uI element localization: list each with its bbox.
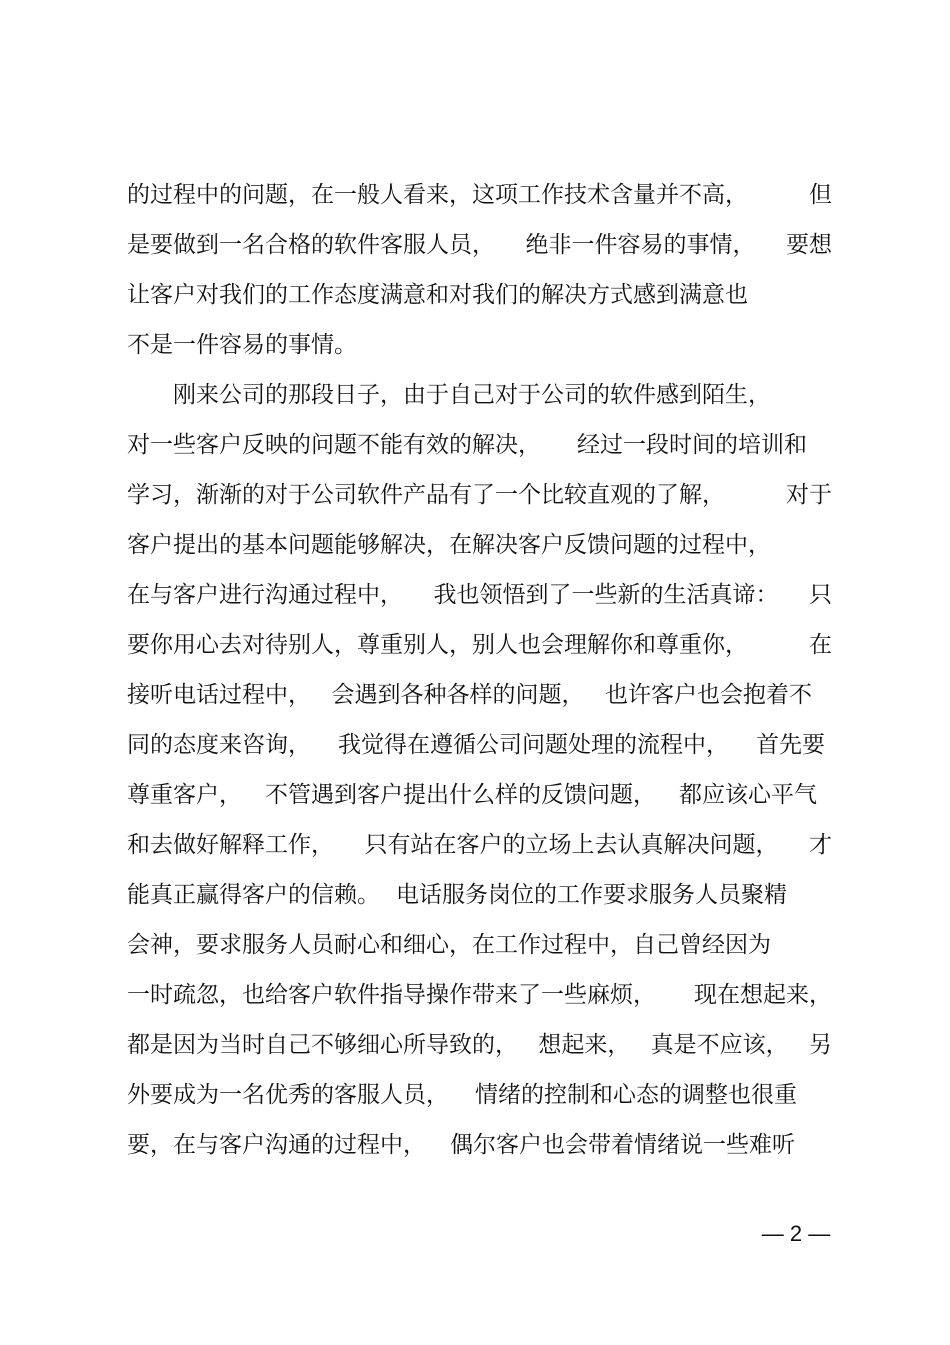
- text-segment: 一时疏忽，也给客户软件指导操作带来了一些麻烦，: [127, 982, 656, 1008]
- text-segment: 让客户对我们的工作态度满意和对我们的解决方式感到满意也: [127, 282, 748, 308]
- text-segment: 只: [809, 582, 832, 608]
- text-segment: 经过一段时间的培训和: [577, 432, 807, 458]
- text-segment: 不是一件容易的事情。: [127, 332, 357, 358]
- text-segment: 要，在与客户沟通的过程中，: [127, 1132, 426, 1158]
- text-segment: 会神，要求服务人员耐心和细心，在工作过程中，自己曾经因为: [127, 932, 771, 958]
- text-segment: 接听电话过程中，: [127, 682, 311, 708]
- text-line-6: [127, 430, 807, 460]
- text-segment: 我觉得在遵循公司问题处理的流程中，: [338, 732, 729, 758]
- text-line-19: [127, 1080, 797, 1110]
- text-line-7: [127, 480, 832, 510]
- text-segment: 对于: [786, 482, 832, 508]
- text-line-18: [127, 1030, 832, 1060]
- text-segment: 都是因为当时自己不够细心所导致的，: [127, 1032, 518, 1058]
- text-segment: 外要成为一名优秀的客服人员，: [127, 1082, 449, 1108]
- text-line-3: [127, 280, 832, 310]
- text-segment: 电话服务岗位的工作要求服务人员聚精: [396, 882, 787, 908]
- text-line-15: [127, 880, 787, 910]
- text-segment: 想起来，: [538, 1032, 631, 1058]
- text-line-8: [127, 530, 832, 560]
- text-segment: 只有站在客户的立场上去认真解决问题，: [364, 832, 779, 858]
- text-segment: 另: [808, 1032, 832, 1058]
- text-segment: 同的态度来咨询，: [127, 732, 311, 758]
- text-segment: 情绪的控制和心态的调整也很重: [475, 1082, 797, 1108]
- text-segment: 在: [809, 632, 832, 658]
- text-segment: 刚来公司的那段日子，由于自己对于公司的软件感到陌生，: [127, 382, 771, 408]
- text-line-17: [127, 980, 832, 1010]
- text-line-13: [127, 780, 817, 810]
- text-line-20: [127, 1130, 795, 1160]
- text-segment: 我也领悟到了一些新的生活真谛：: [433, 582, 779, 608]
- text-segment: 尊重客户，: [127, 782, 242, 808]
- text-segment: 都应该心平气: [679, 782, 817, 808]
- text-line-12: [127, 730, 825, 760]
- text-line-1: [127, 180, 832, 210]
- text-line-16: [127, 930, 832, 960]
- text-segment: 首先要: [756, 732, 825, 758]
- text-segment: 会遇到各种各样的问题，: [331, 682, 585, 708]
- text-line-4: [127, 330, 832, 360]
- text-segment: 不管遇到客户提出什么样的反馈问题，: [265, 782, 656, 808]
- page-number: — 2 —: [761, 1221, 831, 1246]
- text-segment: 绝非一件容易的事情，: [525, 232, 756, 258]
- text-segment: 才: [809, 832, 832, 858]
- text-segment: 现在想起来，: [694, 982, 832, 1008]
- text-segment: 学习，渐渐的对于公司软件产品有了一个比较直观的了解，: [127, 482, 725, 508]
- text-segment: 要你用心去对待别人，尊重别人，别人也会理解你和尊重你，: [127, 632, 748, 658]
- text-line-10: [127, 630, 832, 660]
- text-segment: 客户提出的基本问题能够解决，在解决客户反馈问题的过程中，: [127, 532, 771, 558]
- text-segment: 但: [809, 182, 832, 208]
- text-segment: 是要做到一名合格的软件客服人员，: [127, 232, 495, 258]
- text-segment: 要想: [786, 232, 832, 258]
- text-line-2: [127, 230, 832, 260]
- text-segment: 对一些客户反映的问题不能有效的解决，: [127, 432, 541, 458]
- text-segment: 偶尔客户也会带着情绪说一些难听: [450, 1132, 795, 1158]
- text-segment: 也许客户也会抱着不: [605, 682, 812, 708]
- text-segment: 真是不应该，: [650, 1032, 789, 1058]
- text-line-11: [127, 680, 812, 710]
- text-line-14: [127, 830, 832, 860]
- text-segment: 和去做好解释工作，: [127, 832, 334, 858]
- text-segment: 能真正赢得客户的信赖。: [127, 882, 380, 908]
- text-line-9: [127, 580, 832, 610]
- text-segment: 的过程中的问题，在一般人看来，这项工作技术含量并不高，: [127, 182, 748, 208]
- text-segment: 在与客户进行沟通过程中，: [127, 582, 403, 608]
- text-line-5: [127, 380, 832, 410]
